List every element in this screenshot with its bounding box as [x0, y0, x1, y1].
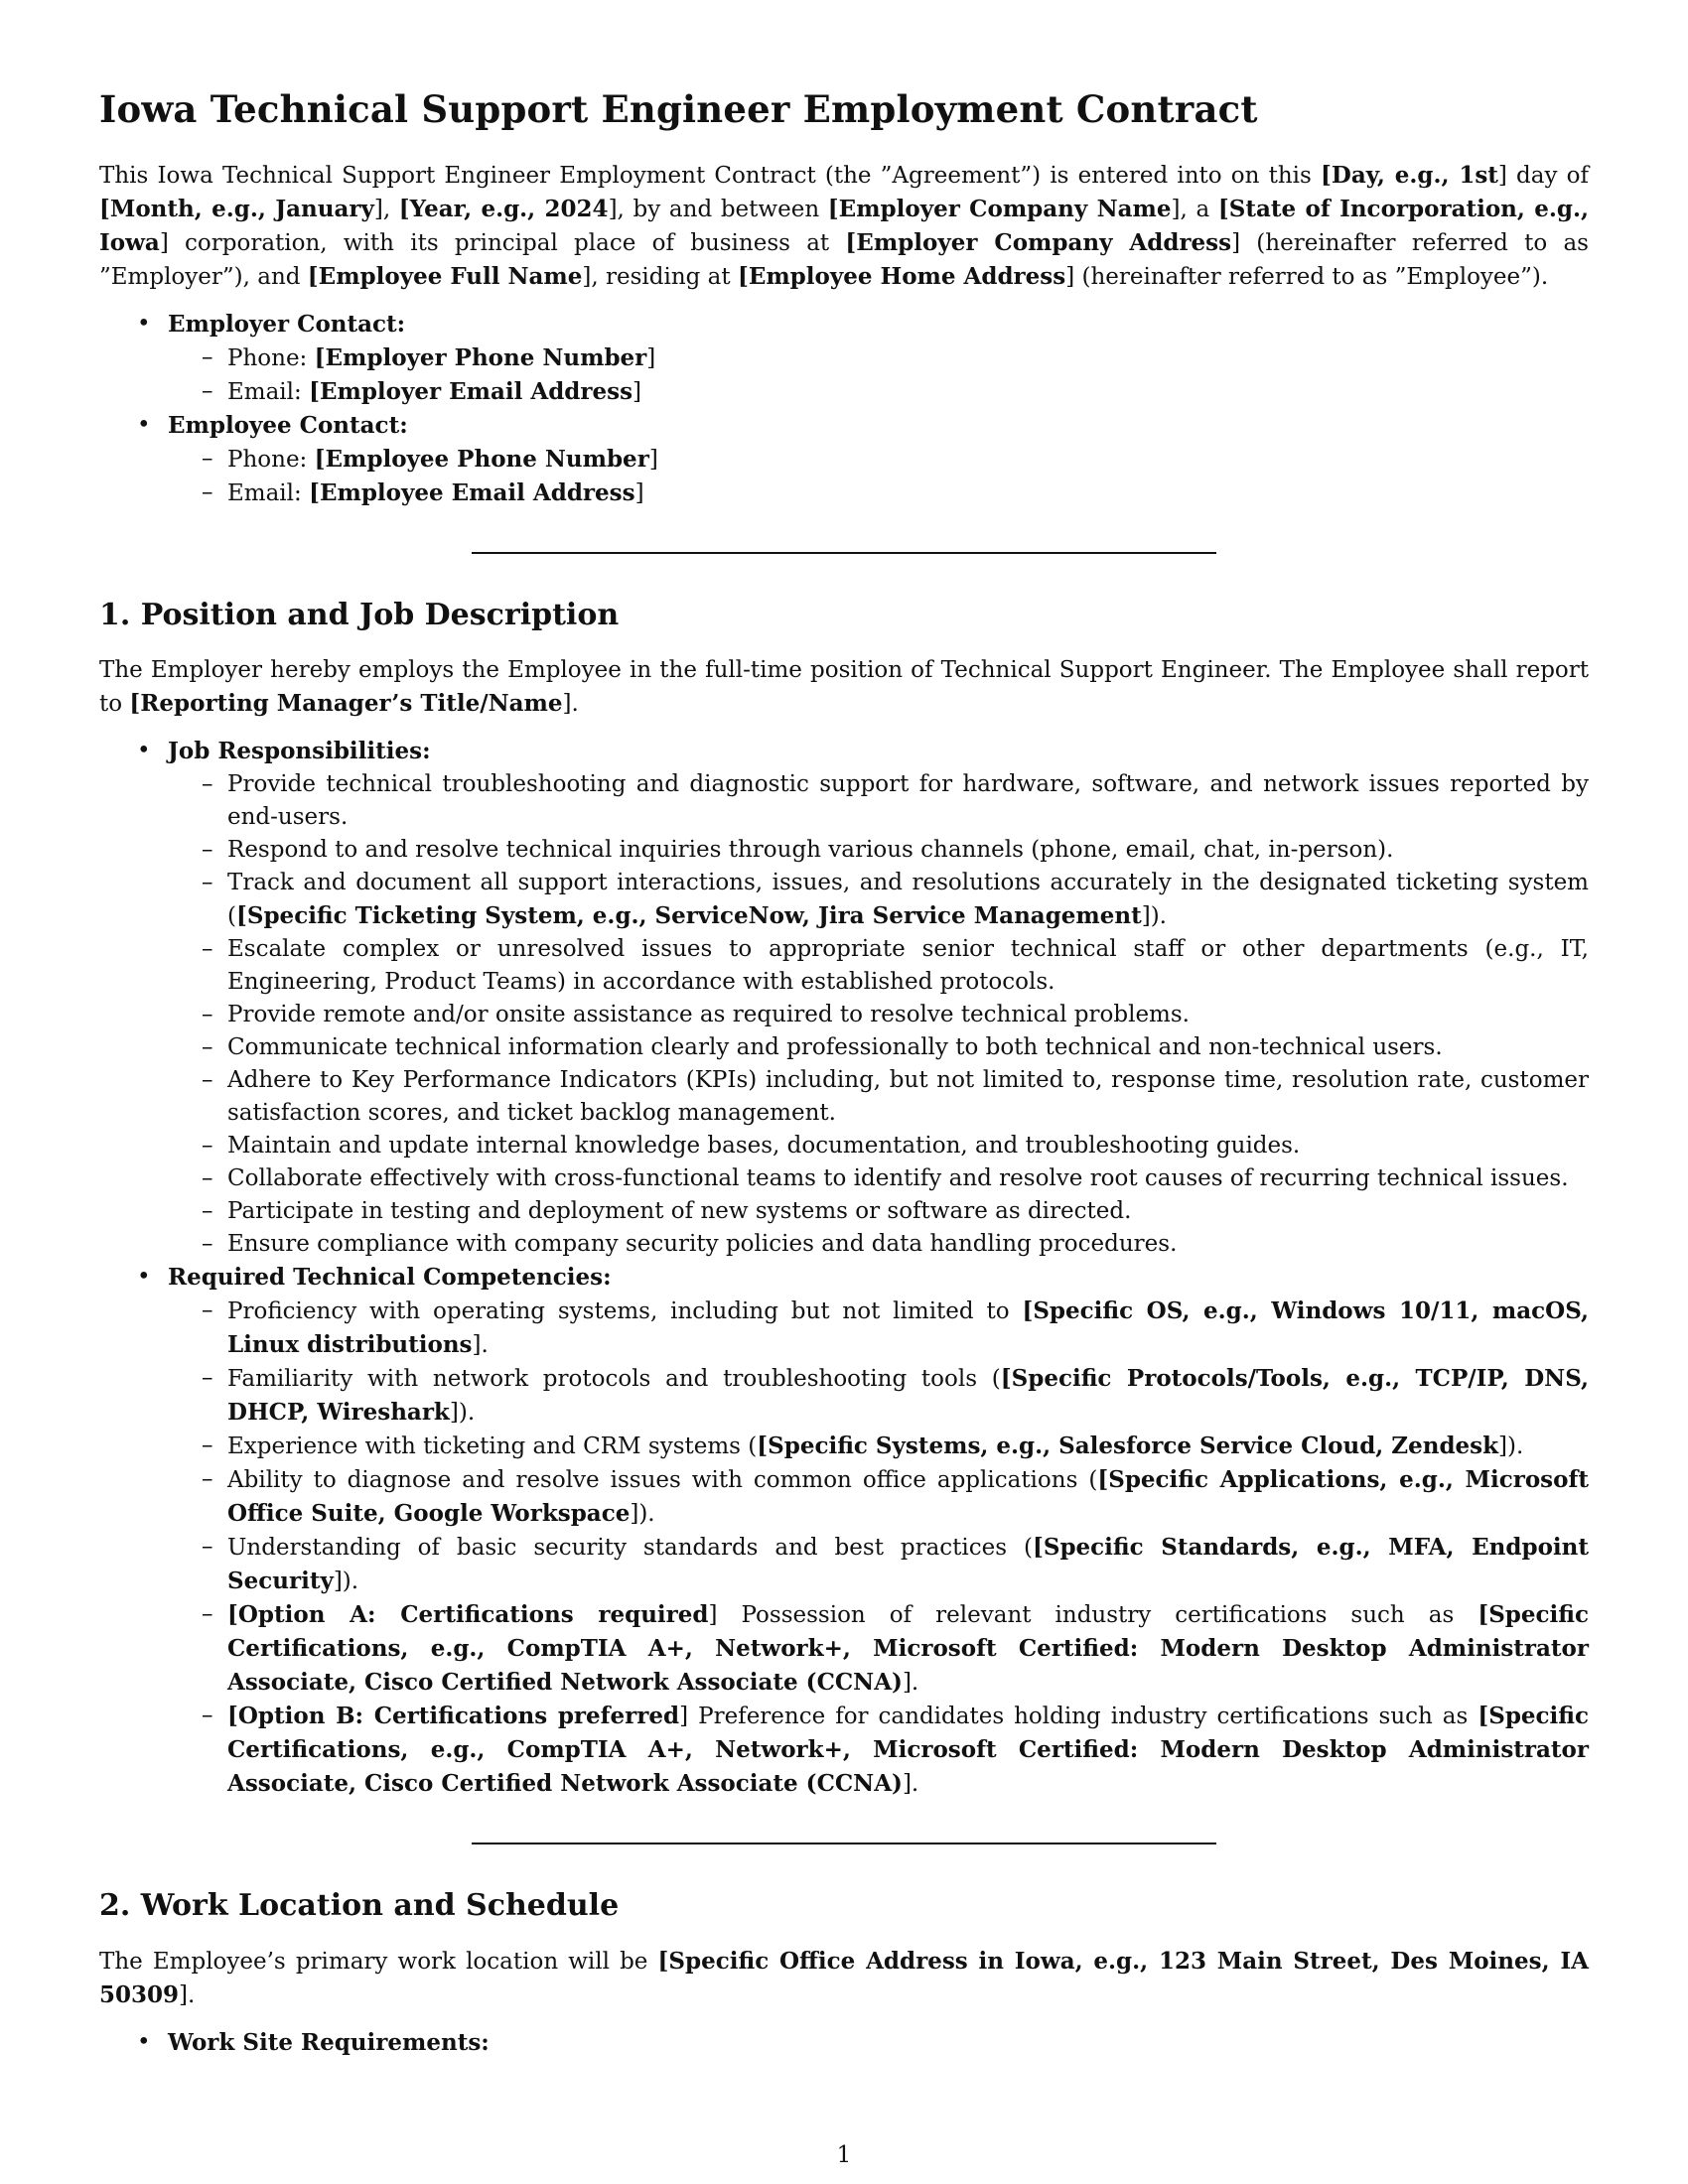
section-2-list — [99, 2026, 1589, 2060]
list-item: – [Option A: Certifications required] Possession of relevant industry certifications such as [Specific Certifications, e.g., CompTIA A+, Network+, Microsoft Certified: Modern Desktop Administrator Associate, Cisco Certified Network Associate (CCNA)]. — [168, 1598, 1589, 1700]
placeholder-field: [Day, e.g., 1st — [1321, 162, 1498, 189]
section-divider — [472, 1843, 1216, 1844]
page-number: 1 — [836, 2142, 852, 2168]
placeholder-field: [Option A: Certifications required — [227, 1601, 709, 1628]
section-1-paragraph: The Employer hereby employs the Employee in the full-time position of Technical Support Engineer. The Employee shall report to [Reporting Manager’s Title/Name]. — [99, 657, 1589, 717]
section-1-heading: 1. Position and Job Description — [99, 598, 620, 632]
placeholder-field: [Specific Applications, e.g., Microsoft Office Suite, Google Workspace — [227, 1466, 1589, 1527]
list-group — [99, 409, 1589, 510]
section-divider — [472, 552, 1216, 554]
list-item: – Provide technical troubleshooting and diagnostic support for hardware, software, and network issues reported by end-users. — [168, 768, 1589, 834]
list-item: – Phone: [Employee Phone Number] — [168, 443, 1589, 477]
list-item: – Respond to and resolve technical inquiries through various channels (phone, email, chat, in-person). — [168, 834, 1589, 867]
list-group — [99, 308, 1589, 409]
placeholder-field: [Month, e.g., January — [99, 196, 374, 222]
list-item: – Email: [Employee Email Address] — [168, 477, 1589, 510]
section-2-heading: 2. Work Location and Schedule — [99, 1888, 620, 1923]
placeholder-field: [Employee Email Address — [309, 479, 635, 506]
list-item: – Escalate complex or unresolved issues to appropriate senior technical staff or other departments (e.g., IT, Engineering, Product Teams) in accordance with established protocols. — [168, 933, 1589, 999]
list-item: – Ability to diagnose and resolve issues with common office applications ([Specific Applications, e.g., Microsoft Office Suite, Google Workspace]). — [168, 1463, 1589, 1531]
sub-list — [168, 1295, 1589, 1801]
placeholder-field: [Employee Home Address — [737, 263, 1066, 290]
list-item: – Participate in testing and deployment of new systems or software as directed. — [168, 1195, 1589, 1228]
placeholder-field: [Specific Ticketing System, e.g., ServiceNow, Jira Service Management — [235, 902, 1142, 929]
list-group-label: Employee Contact: — [168, 412, 408, 439]
list-item: – Phone: [Employer Phone Number] — [168, 341, 1589, 375]
list-item: – Email: [Employer Email Address] — [168, 375, 1589, 409]
placeholder-field: [Employee Full Name — [307, 263, 583, 290]
placeholder-field: [Specific Certifications, e.g., CompTIA A+, Network+, Microsoft Certified: Modern Desktop Administrator Associate, Cisco Certified Network Associate (CCNA) — [227, 1703, 1590, 1797]
section-2-paragraph: The Employee’s primary work location will be [Specific Office Address in Iowa, e.g., 123 Main Street, Des Moines, IA 50309]. — [99, 1948, 1589, 2008]
placeholder-field: [Specific OS, e.g., Windows 10/11, macOS, Linux distributions — [227, 1297, 1589, 1358]
list-item: – Familiarity with network protocols and troubleshooting tools ([Specific Protocols/Tools, e.g., TCP/IP, DNS, DHCP, Wireshark]). — [168, 1362, 1589, 1430]
list-item: – Communicate technical information clearly and professionally to both technical and non-technical users. — [168, 1031, 1589, 1064]
placeholder-field: [Specific Systems, e.g., Salesforce Service Cloud, Zendesk — [757, 1433, 1499, 1459]
list-group-label: Job Responsibilities: — [168, 738, 431, 764]
placeholder-field: [Specific Standards, e.g., MFA, Endpoint Security — [227, 1534, 1589, 1594]
list-item: – Provide remote and/or onsite assistance as required to resolve technical problems. — [168, 999, 1589, 1031]
section-1-list — [99, 735, 1589, 1801]
list-item: – Collaborate effectively with cross-functional teams to identify and resolve root causes of recurring technical issues. — [168, 1162, 1589, 1195]
list-group-label: Employer Contact: — [168, 311, 406, 338]
sub-list — [168, 443, 1589, 510]
placeholder-field: [Reporting Manager’s Title/Name — [129, 690, 563, 717]
sub-list — [168, 341, 1589, 409]
placeholder-field: [State of Incorporation, e.g., Iowa — [99, 196, 1589, 256]
document-title: Iowa Technical Support Engineer Employment Contract — [99, 87, 1258, 131]
placeholder-field: [Employee Phone Number — [314, 446, 649, 473]
placeholder-field: [Employer Email Address — [309, 378, 633, 405]
placeholder-field: [Specific Office Address in Iowa, e.g., 123 Main Street, Des Moines, IA 50309 — [99, 1948, 1589, 2008]
placeholder-field: [Employer Phone Number — [314, 344, 647, 371]
list-item: – [Option B: Certifications preferred] Preference for candidates holding industry certifications such as [Specific Certifications, e.g., CompTIA A+, Network+, Microsoft Certified: Modern Desktop Administrator Associate, Cisco Certified Network Associate (CCNA)]. — [168, 1700, 1589, 1801]
list-item: – Experience with ticketing and CRM systems ([Specific Systems, e.g., Salesforce Service Cloud, Zendesk]). — [168, 1430, 1589, 1463]
list-group — [99, 2026, 1589, 2060]
list-item: – Track and document all support interactions, issues, and resolutions accurately in the designated ticketing system ([Specific Ticketing System, e.g., ServiceNow, Jira Service Management]). — [168, 867, 1589, 933]
placeholder-field: [Year, e.g., 2024 — [398, 196, 609, 222]
placeholder-field: [Option B: Certifications preferred — [227, 1703, 680, 1729]
list-group-label: Work Site Requirements: — [168, 2029, 490, 2056]
sub-list — [168, 768, 1589, 1261]
list-item: – Understanding of basic security standards and best practices ([Specific Standards, e.g., MFA, Endpoint Security]). — [168, 1531, 1589, 1598]
contacts-list — [99, 308, 1589, 510]
list-item: – Proficiency with operating systems, including but not limited to [Specific OS, e.g., Windows 10/11, macOS, Linux distributions]. — [168, 1295, 1589, 1362]
placeholder-field: [Employer Company Name — [827, 196, 1172, 222]
placeholder-field: [Employer Company Address — [845, 229, 1232, 256]
list-group — [99, 735, 1589, 1261]
list-group-label: Required Technical Competencies: — [168, 1264, 612, 1291]
contract-page — [99, 87, 1589, 2060]
list-group — [99, 1261, 1589, 1801]
list-item: – Maintain and update internal knowledge bases, documentation, and troubleshooting guides. — [168, 1130, 1589, 1162]
list-item: – Adhere to Key Performance Indicators (KPIs) including, but not limited to, response time, resolution rate, customer satisfaction scores, and ticket backlog management. — [168, 1064, 1589, 1130]
placeholder-field: [Specific Protocols/Tools, e.g., TCP/IP, DNS, DHCP, Wireshark — [227, 1365, 1589, 1426]
placeholder-field: [Specific Certifications, e.g., CompTIA A+, Network+, Microsoft Certified: Modern Desktop Administrator Associate, Cisco Certified Network Associate (CCNA) — [227, 1601, 1589, 1696]
list-item: – Ensure compliance with company security policies and data handling procedures. — [168, 1228, 1589, 1261]
intro-paragraph: This Iowa Technical Support Engineer Employment Contract (the ”Agreement”) is entered into on this [Day, e.g., 1st] day of [Month, e.g., January], [Year, e.g., 2024], by and between [Employer Company Name], a [State of Incorporation, e.g., Iowa] corporation, with its principal place of business at [Employer Company Address] (hereinafter referred to as ”Employer”), and [Employee Full Name], residing at [Employee Home Address] (hereinafter referred to as ”Employee”). — [99, 162, 1589, 290]
